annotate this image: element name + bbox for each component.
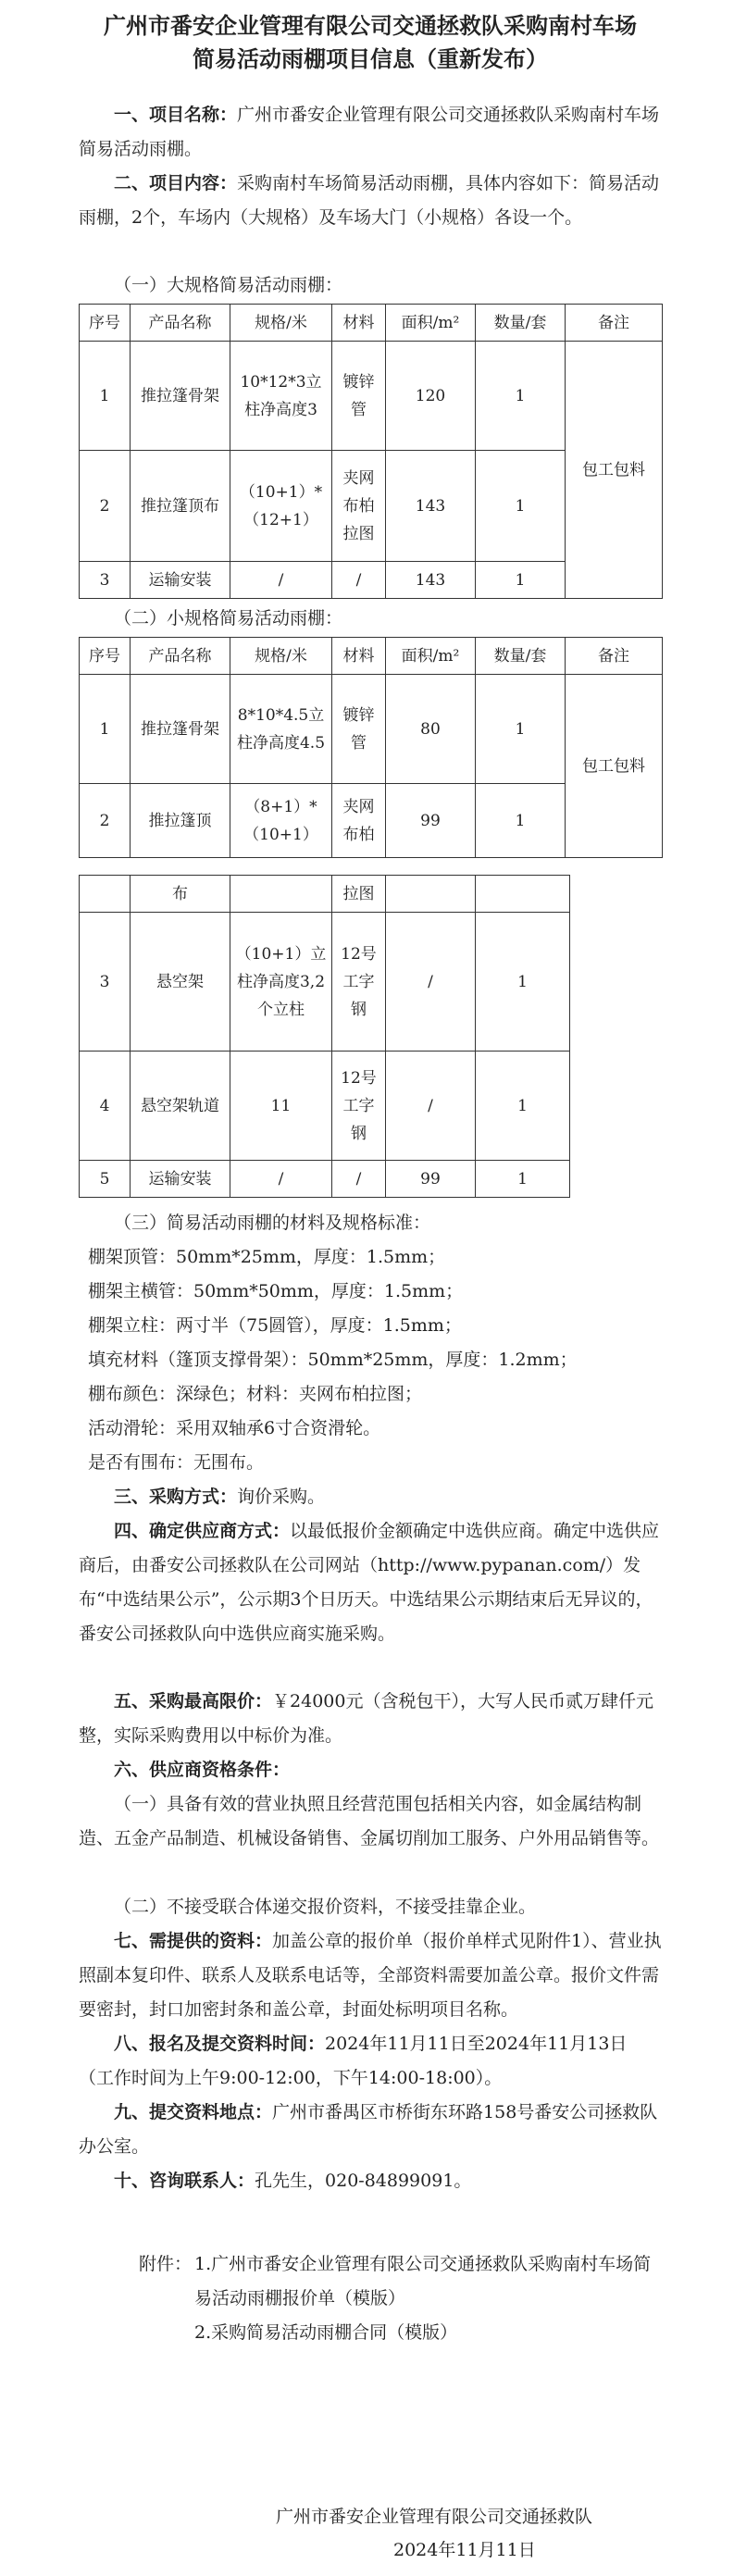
materials-item: 棚架顶管：50mm*25mm，厚度：1.5mm； [88, 1247, 446, 1267]
materials-item: 活动滑轮：采用双轴承6寸合资滑轮。 [88, 1418, 381, 1438]
documents-label: 七、需提供的资料： [114, 1931, 273, 1951]
cell-note: 包工包料 [566, 342, 663, 599]
materials-item: 棚架立柱：两寸半（75圆管），厚度：1.5mm； [88, 1315, 462, 1336]
project-content-label: 二、项目内容： [114, 173, 238, 193]
cell-name: 推拉篷骨架 [131, 342, 230, 451]
header-cell: 规格/米 [230, 305, 332, 342]
cell-no: 2 [80, 451, 131, 562]
table-row [80, 342, 663, 451]
table-row [80, 1052, 570, 1161]
cell-no: 5 [80, 1161, 131, 1198]
cell-spec: 11 [230, 1052, 332, 1161]
method-paragraph [79, 1480, 662, 1514]
table-row [80, 876, 570, 913]
cell-name: 运输安装 [131, 562, 230, 599]
cell-spec: （10+1）*（12+1） [230, 451, 332, 562]
contact-paragraph [79, 2164, 662, 2198]
cell-name: 悬空架轨道 [131, 1052, 230, 1161]
cell-qty: 1 [476, 451, 566, 562]
cell-material: 12号工字钢 [332, 913, 386, 1052]
cell-spec: 8*10*4.5立柱净高度4.5 [230, 675, 332, 784]
large-canopy-heading: （一）大规格简易活动雨棚： [114, 275, 343, 295]
cell-name: 运输安装 [131, 1161, 230, 1198]
table-row [80, 913, 570, 1052]
cell-material: / [332, 1161, 386, 1198]
large-canopy-table [79, 304, 663, 599]
cell-material: 镀锌管 [332, 675, 386, 784]
header-cell: 规格/米 [230, 638, 332, 675]
table-row [80, 675, 663, 784]
project-name-paragraph [79, 98, 662, 167]
small-canopy-table-part1 [79, 637, 663, 858]
header-cell: 产品名称 [131, 638, 230, 675]
cell-area: 80 [386, 675, 476, 784]
cell-area: / [386, 913, 476, 1052]
cell-name: 布 [131, 876, 230, 913]
materials-item: 棚布颜色：深绿色；材料：夹网布柏拉图； [88, 1384, 423, 1404]
cell-material: 拉图 [332, 876, 386, 913]
cell-area [386, 876, 476, 913]
signature-date: 2024年11月11日 [393, 2540, 536, 2560]
cell-qty: 1 [476, 784, 566, 858]
cell-spec [230, 876, 332, 913]
cell-name: 悬空架 [131, 913, 230, 1052]
registration-paragraph [79, 2027, 662, 2096]
qualification-heading [79, 1753, 662, 1787]
supplier-paragraph [79, 1514, 662, 1651]
contact-label: 十、咨询联系人： [114, 2171, 255, 2191]
qualification-label: 六、供应商资格条件： [114, 1760, 291, 1780]
supplier-label: 四、确定供应商方式： [114, 1521, 291, 1541]
cell-material: 夹网布柏 [332, 784, 386, 858]
cell-area: 120 [386, 342, 476, 451]
cell-area: / [386, 1052, 476, 1161]
cell-material: 夹网布柏拉图 [332, 451, 386, 562]
location-label: 九、提交资料地点： [114, 2102, 273, 2122]
cell-qty: 1 [476, 1052, 570, 1161]
location-paragraph [79, 2096, 662, 2164]
method-text: 询价采购。 [237, 1487, 326, 1507]
location-text: 广州市番禺区市桥街东环路158号番安公司拯救队办公室。 [79, 2102, 658, 2157]
registration-text: 2024年11月11日至2024年11月13日（工作时间为上午9:00-12:00，下午14:00-18:00）。 [79, 2034, 628, 2088]
qualification-item: （一）具备有效的营业执照且经营范围包括相关内容，如金属结构制造、五金产品制造、机械设备销售、金属切削加工服务、户外用品销售等。 [79, 1794, 660, 1848]
qualification-item: （二）不接受联合体递交报价资料，不接受挂靠企业。 [114, 1897, 537, 1917]
table-header-row [80, 638, 663, 675]
table-header-row [80, 305, 663, 342]
cell-no [80, 876, 131, 913]
header-cell: 数量/套 [476, 638, 566, 675]
cell-name: 推拉篷骨架 [131, 675, 230, 784]
documents-paragraph [79, 1924, 662, 2027]
cell-qty: 1 [476, 342, 566, 451]
registration-label: 八、报名及提交资料时间： [114, 2034, 326, 2054]
supplier-text: 以最低报价金额确定中选供应商。确定中选供应商后，由番安公司拯救队在公司网站（http://www.pypanan.com/）发布“中选结果公示”，公示期3个日历天。中选结果公示期结束后无异议的，番安公司拯救队向中选供应商实施采购。 [79, 1521, 660, 1644]
cell-no: 2 [80, 784, 131, 858]
header-cell: 材料 [332, 638, 386, 675]
cell-area: 143 [386, 451, 476, 562]
cell-no: 1 [80, 675, 131, 784]
signature-org: 广州市番安企业管理有限公司交通拯救队 [276, 2507, 593, 2527]
header-cell: 序号 [80, 638, 131, 675]
cell-no: 3 [80, 562, 131, 599]
cell-note: 包工包料 [566, 675, 663, 858]
cell-material: 12号工字钢 [332, 1052, 386, 1161]
method-label: 三、采购方式： [114, 1487, 238, 1507]
document-title-line2: 简易活动雨棚项目信息（重新发布） [193, 45, 548, 72]
header-cell: 数量/套 [476, 305, 566, 342]
attachments-label: 附件： [139, 2254, 193, 2274]
attachment-item: 1.广州市番安企业管理有限公司交通拯救队采购南村车场简易活动雨棚报价单（模版） [194, 2254, 652, 2308]
cell-spec: / [230, 1161, 332, 1198]
header-cell: 面积/m² [386, 305, 476, 342]
project-content-text: 采购南村车场简易活动雨棚，具体内容如下：简易活动雨棚，2个，车场内（大规格）及车场大门（小规格）各设一个。 [79, 173, 660, 228]
cell-qty: 1 [476, 1161, 570, 1198]
small-canopy-table-part2 [79, 875, 570, 1198]
attachment-item: 2.采购简易活动雨棚合同（模版） [194, 2322, 458, 2343]
project-name-label: 一、项目名称： [114, 105, 238, 125]
cell-qty: 1 [476, 675, 566, 784]
price-paragraph [79, 1685, 662, 1753]
small-canopy-heading: （二）小规格简易活动雨棚： [114, 608, 343, 628]
cell-no: 1 [80, 342, 131, 451]
header-cell: 序号 [80, 305, 131, 342]
document-title-line1: 广州市番安企业管理有限公司交通拯救队采购南村车场 [104, 12, 637, 39]
cell-no: 4 [80, 1052, 131, 1161]
cell-name: 推拉篷顶 [131, 784, 230, 858]
materials-item: 填充材料（篷顶支撑骨架）：50mm*25mm，厚度：1.2mm； [88, 1350, 578, 1370]
header-cell: 产品名称 [131, 305, 230, 342]
materials-item: 棚架主横管：50mm*50mm，厚度：1.5mm； [88, 1281, 464, 1301]
price-label: 五、采购最高限价： [114, 1691, 273, 1711]
header-cell: 备注 [566, 305, 663, 342]
cell-spec: （8+1）*（10+1） [230, 784, 332, 858]
header-cell: 面积/m² [386, 638, 476, 675]
cell-material: 镀锌管 [332, 342, 386, 451]
cell-qty: 1 [476, 562, 566, 599]
cell-spec: / [230, 562, 332, 599]
header-cell: 备注 [566, 638, 663, 675]
price-text: ￥24000元（含税包干），大写人民币贰万肆仟元整，实际采购费用以中标价为准。 [79, 1691, 653, 1746]
materials-item: 是否有围布：无围布。 [88, 1452, 265, 1473]
documents-text: 加盖公章的报价单（报价单样式见附件1）、营业执照副本复印件、联系人及联系电话等，全部资料需要加盖公章。报价文件需要密封，封口加密封条和盖公章，封面处标明项目名称。 [79, 1931, 662, 2020]
header-cell: 材料 [332, 305, 386, 342]
cell-area: 99 [386, 784, 476, 858]
cell-no: 3 [80, 913, 131, 1052]
cell-material: / [332, 562, 386, 599]
cell-qty: 1 [476, 913, 570, 1052]
project-content-paragraph [79, 167, 662, 235]
cell-qty [476, 876, 570, 913]
cell-name: 推拉篷顶布 [131, 451, 230, 562]
materials-heading: （三）简易活动雨棚的材料及规格标准： [114, 1213, 431, 1233]
cell-area: 143 [386, 562, 476, 599]
project-name-text: 广州市番安企业管理有限公司交通拯救队采购南村车场简易活动雨棚。 [79, 105, 660, 159]
cell-spec: 10*12*3立柱净高度3 [230, 342, 332, 451]
table-row [80, 1161, 570, 1198]
contact-text: 孔先生，020-84899091。 [255, 2171, 472, 2191]
cell-area: 99 [386, 1161, 476, 1198]
cell-spec: （10+1）立柱净高度3,2个立柱 [230, 913, 332, 1052]
